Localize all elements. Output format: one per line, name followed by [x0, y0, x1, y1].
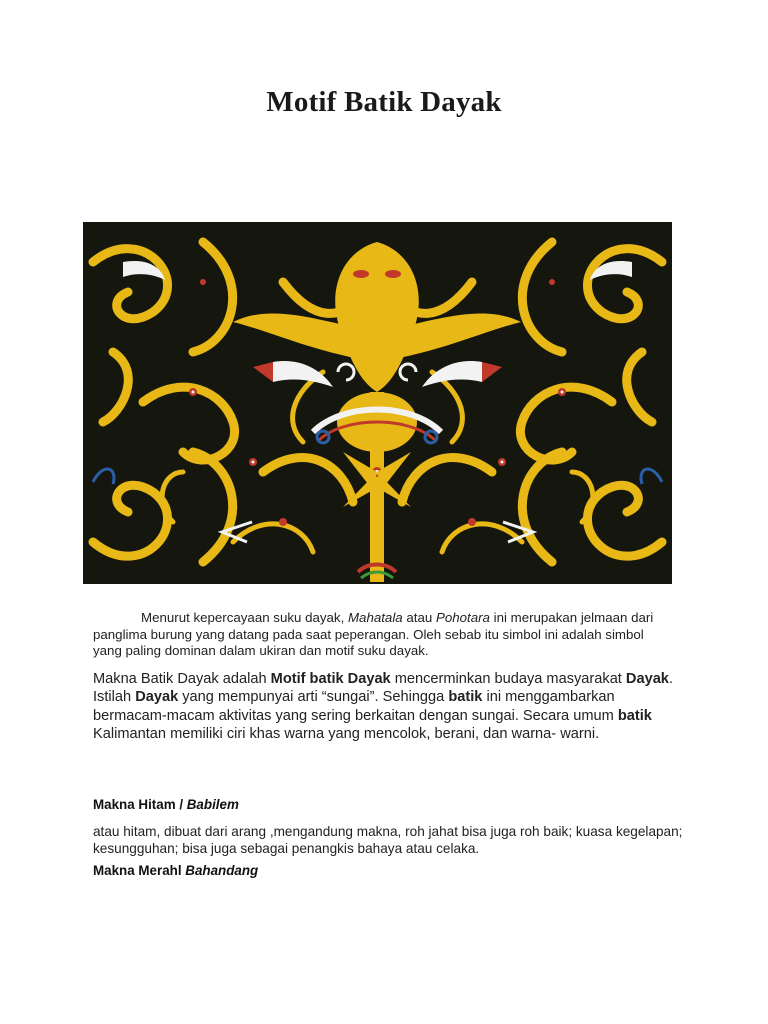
- heading-text: Makna Hitam /: [93, 797, 187, 812]
- text-run: . Istilah: [93, 671, 673, 706]
- bold-term: batik: [448, 689, 483, 706]
- text-run: ini merupakan jelmaan dari panglima burung yang datang pada saat peperangan. Oleh sebab itu simbol ini adalah simbol yang paling dominan dalam ukiran dan motif suku dayak.: [93, 610, 654, 658]
- text-run: atau: [402, 610, 436, 625]
- text-run: ini menggambarkan bermacam-macam aktivitas yang sering berkaitan dengan sungai. Secara umum: [93, 689, 618, 724]
- bold-term: batik: [617, 707, 652, 724]
- meaning-paragraph: [93, 670, 683, 744]
- page-title: Motif Batik Dayak: [266, 86, 502, 118]
- hitam-description: atau hitam, dibuat dari arang ,mengandung makna, roh jahat bisa juga roh baik; kuasa kegelapan; kesungguhan; bisa juga sebagai penangkis bahaya atau celaka.: [93, 824, 683, 856]
- bold-term: Dayak: [625, 671, 669, 687]
- term-mahatala: Mahatala: [347, 610, 403, 625]
- text-run: Kalimantan memiliki ciri khas warna yang mencolok, berani, dan warna- warni.: [93, 726, 600, 743]
- term-pohotara: Pohotara: [435, 610, 490, 625]
- bold-term: Motif batik Dayak: [270, 671, 391, 687]
- batik-dayak-motif-image: [83, 222, 672, 584]
- heading-term: Babilem: [186, 797, 239, 812]
- intro-paragraph: [93, 610, 673, 660]
- heading-term: Bahandang: [185, 863, 259, 878]
- text-run: Makna Batik Dayak adalah: [93, 671, 271, 687]
- text-run: yang mempunyai arti “sungai”. Sehingga: [178, 689, 449, 706]
- heading-text: Makna Merahl: [93, 863, 186, 878]
- text-run: Menurut kepercayaan suku dayak,: [141, 610, 348, 625]
- heading-makna-hitam: [93, 797, 239, 812]
- heading-makna-merah: [93, 863, 258, 878]
- text-run: mencerminkan budaya masyarakat: [390, 671, 626, 687]
- bold-term: Dayak: [135, 689, 179, 706]
